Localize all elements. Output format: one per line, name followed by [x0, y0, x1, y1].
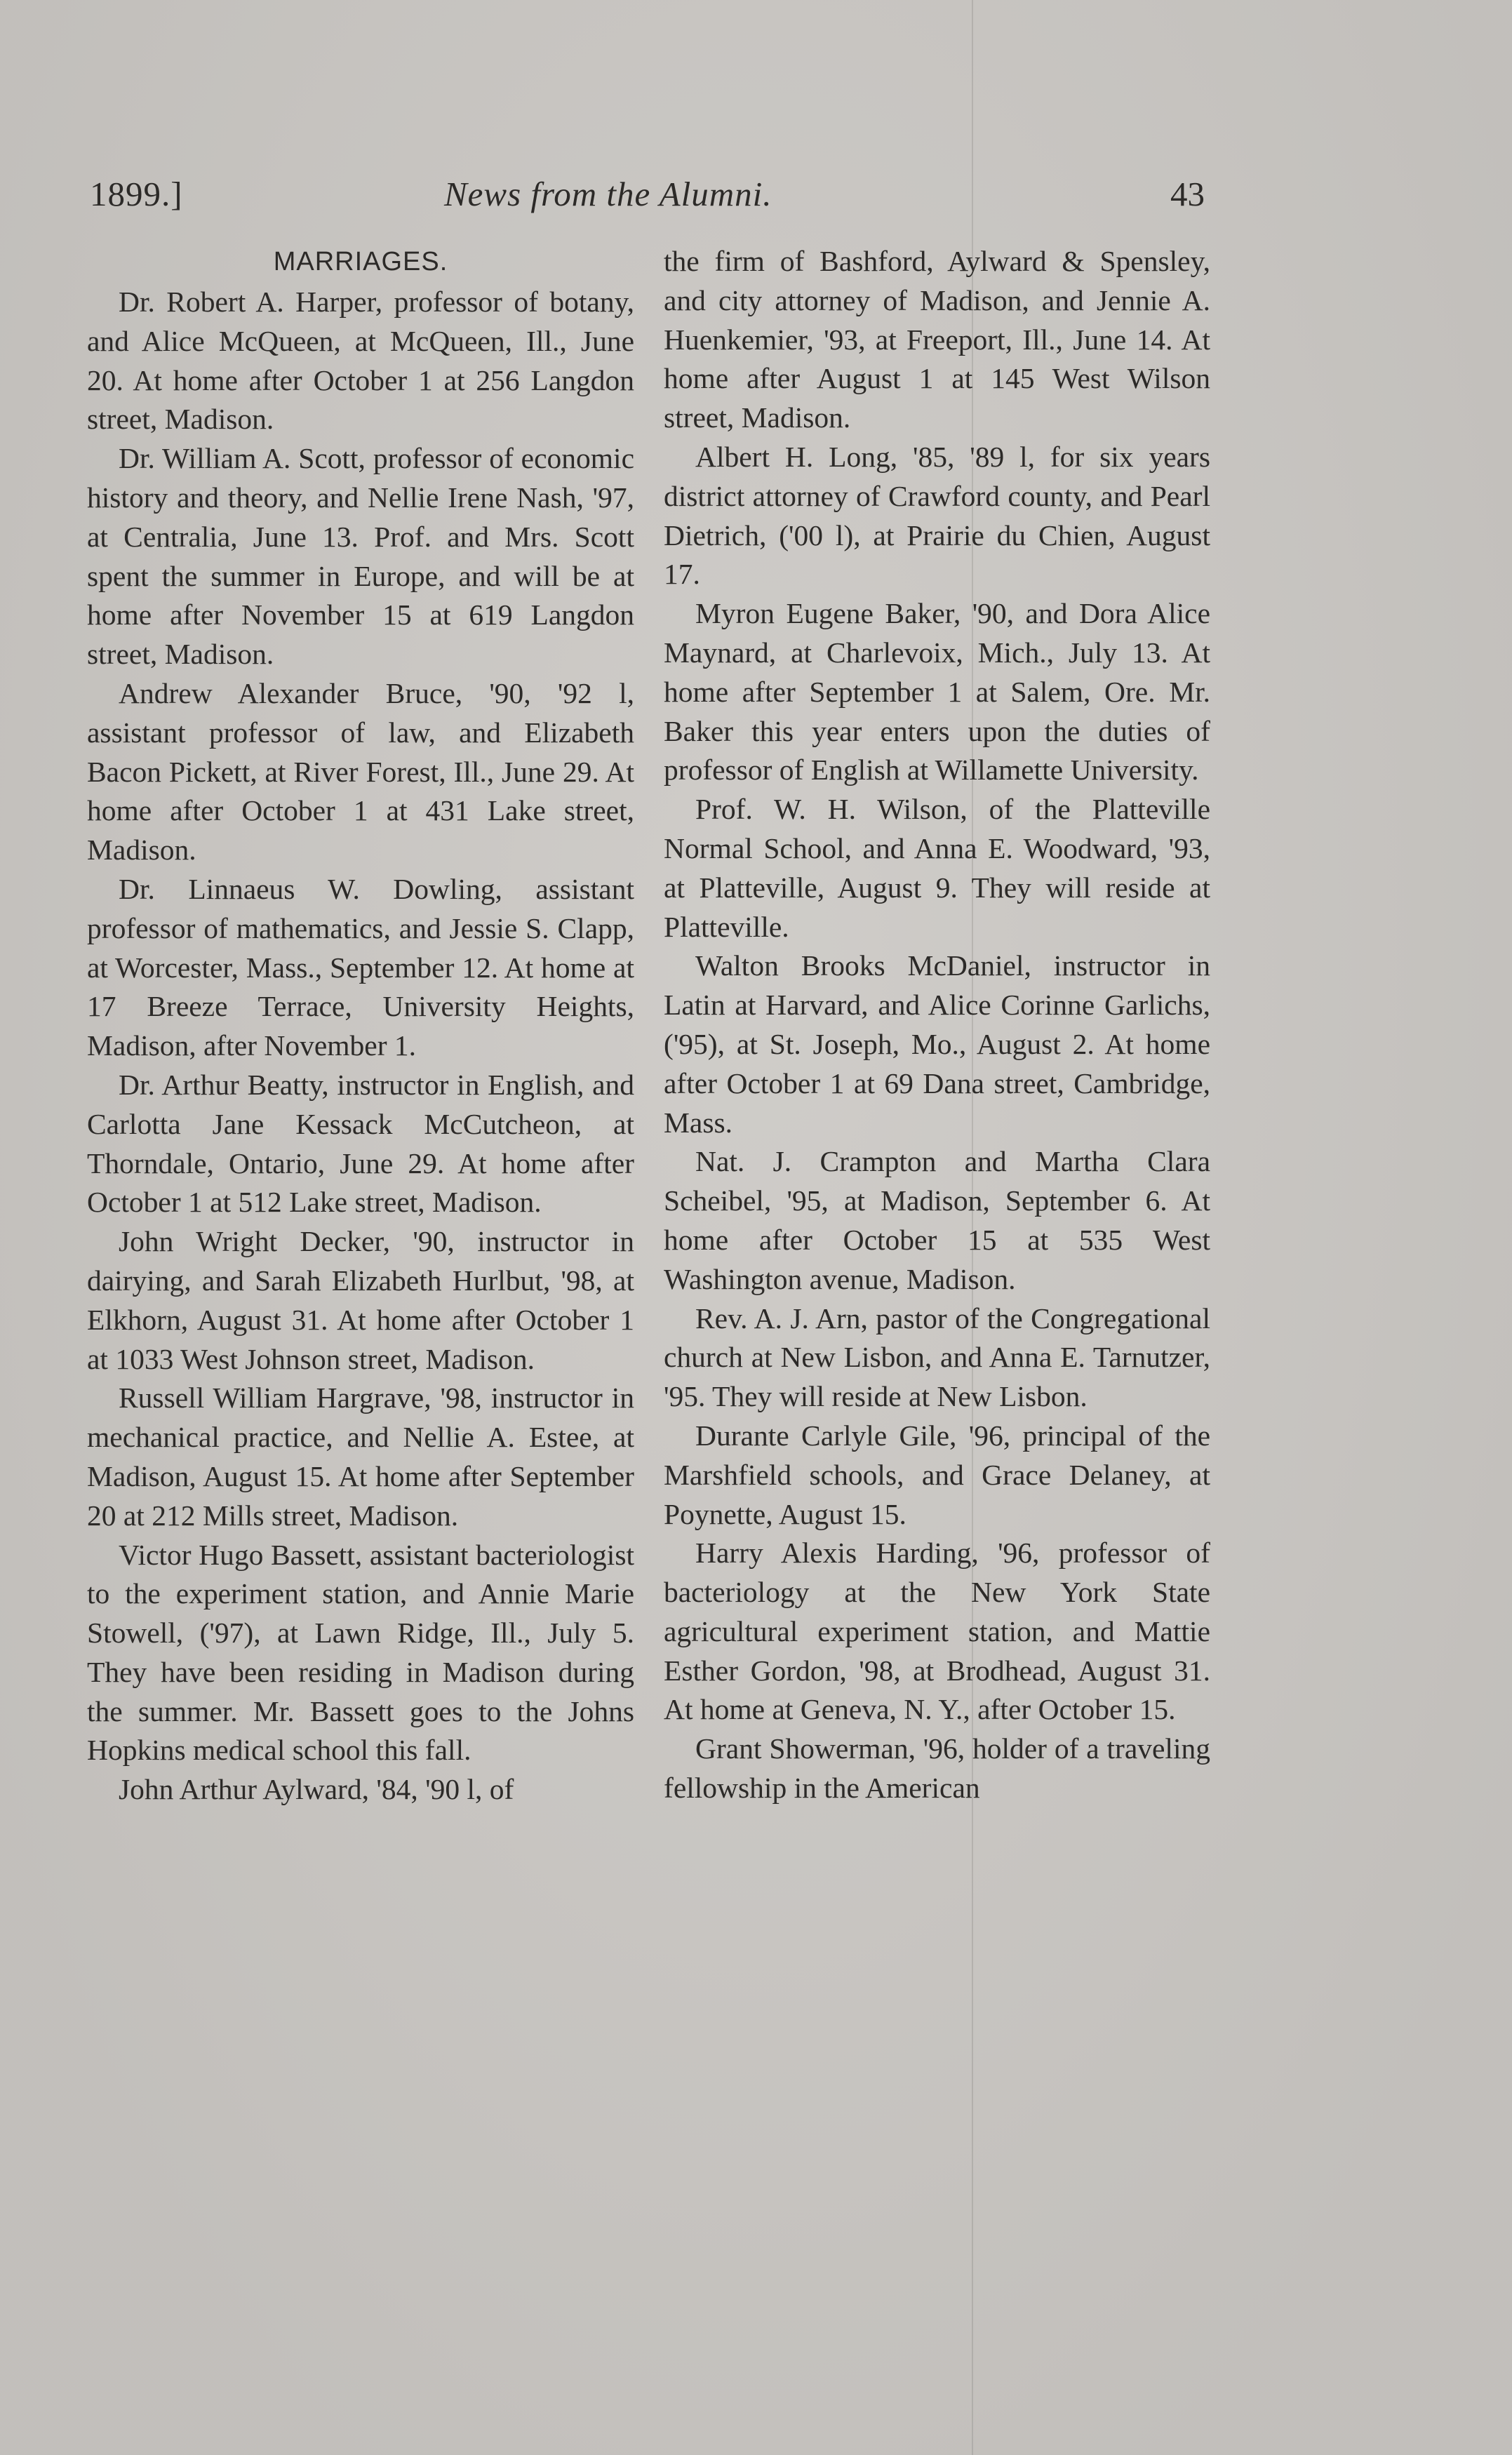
marriage-entry: Dr. Arthur Beatty, instructor in English, and Carlotta Jane Kessack McCutcheon, at Thorndale, Ontario, June 29. At home after October 1 at 512 Lake street, Madison. [87, 1068, 634, 1219]
marriage-entry: Harry Alexis Harding, '96, professor of bacteriology at the New York State agricultural experiment station, and Mattie Esther Gordon, '98, at Brodhead, August 31. At home at Geneva, N. Y., after October 15. [664, 1537, 1210, 1726]
section-heading: MARRIAGES. [273, 247, 448, 276]
marriage-entry: Walton Brooks McDaniel, instructor in Latin at Harvard, and Alice Corinne Garlichs, ('95), at St. Joseph, Mo., August 2. At home after October 1 at 69 Dana street, Cambridge, Mass. [664, 949, 1210, 1139]
marriage-entry: Durante Carlyle Gile, '96, principal of the Marshfield schools, and Grace Delaney, at Poynette, August 15. [664, 1419, 1210, 1530]
marriage-entry: Myron Eugene Baker, '90, and Dora Alice Maynard, at Charlevoix, Mich., July 13. At home after September 1 at Salem, Ore. Mr. Baker this year enters upon the duties of professor of English at Willamette University. [664, 597, 1210, 787]
marriage-entry: Dr. Robert A. Harper, professor of botany, and Alice McQueen, at McQueen, Ill., June 20. At home after October 1 at 256 Langdon street, Madison. [87, 286, 634, 436]
marriage-entry: John Arthur Aylward, '84, '90 l, of [119, 1773, 514, 1806]
marriage-entry: Russell William Hargrave, '98, instructor in mechanical practice, and Nellie A. Estee, at Madison, August 15. At home after September 20 at 212 Mills street, Madison. [87, 1382, 634, 1532]
marriage-entry: Rev. A. J. Arn, pastor of the Congregational church at New Lisbon, and Anna E. Tarnutzer, '95. They will reside at New Lisbon. [664, 1302, 1210, 1413]
running-header [90, 174, 1212, 230]
marriage-entry: John Wright Decker, '90, instructor in dairying, and Sarah Elizabeth Hurlbut, '98, at Elkhorn, August 31. At home after October 1 at 1033 West Johnson street, Madison. [87, 1225, 634, 1375]
marriage-entry: Grant Showerman, '96, holder of a traveling fellowship in the American [664, 1732, 1210, 1805]
marriage-entry-continuation: the firm of Bashford, Aylward & Spensley, and city attorney of Madison, and Jennie A. Huenkemier, '93, at Freeport, Ill., June 14. At home after August 1 at 145 West Wilson street, Madison. [664, 245, 1210, 434]
header-title: News from the Alumni. [444, 175, 772, 213]
left-column [87, 242, 634, 1810]
marriage-entry: Dr. William A. Scott, professor of economic history and theory, and Nellie Irene Nash, '97, at Centralia, June 13. Prof. and Mrs. Scott spent the summer in Europe, and will be at home after November 15 at 619 Langdon street, Madison. [87, 442, 634, 671]
marriage-entry: Nat. J. Crampton and Martha Clara Scheibel, '95, at Madison, September 6. At home after October 15 at 535 West Washington avenue, Madison. [664, 1145, 1210, 1295]
header-year: 1899.] [90, 175, 183, 213]
marriage-entry: Albert H. Long, '85, '89 l, for six years district attorney of Crawford county, and Pearl Dietrich, ('00 l), at Prairie du Chien, August 17. [664, 440, 1210, 591]
right-column [664, 242, 1210, 1808]
marriage-entry: Victor Hugo Bassett, assistant bacteriologist to the experiment station, and Annie Marie Stowell, ('97), at Lawn Ridge, Ill., July 5. They have been residing in Madison during the summer. Mr. Bassett goes to the Johns Hopkins medical school this fall. [87, 1538, 634, 1767]
marriage-entry: Dr. Linnaeus W. Dowling, assistant professor of mathematics, and Jessie S. Clapp, at Worcester, Mass., September 12. At home at 17 Breeze Terrace, University Heights, Madison, after November 1. [87, 872, 634, 1062]
page-number: 43 [1170, 175, 1205, 213]
marriage-entry: Andrew Alexander Bruce, '90, '92 l, assistant professor of law, and Elizabeth Bacon Pickett, at River Forest, Ill., June 29. At home after October 1 at 431 Lake street, Madison. [87, 676, 634, 867]
marriage-entry: Prof. W. H. Wilson, of the Platteville Normal School, and Anna E. Woodward, '93, at Platteville, August 9. They will reside at Platteville. [664, 793, 1210, 943]
